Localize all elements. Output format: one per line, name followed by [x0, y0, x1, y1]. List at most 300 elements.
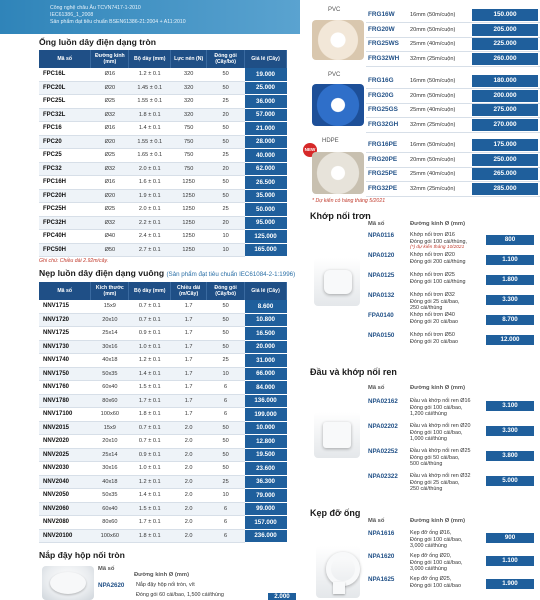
price-cell: 1.100 [486, 255, 534, 265]
product-code: NPA02252 [368, 448, 398, 455]
product-desc: Khớp nối trơn Ø25 [410, 272, 455, 278]
table-cell: 1250 [171, 176, 207, 190]
table-cell: 40x18 [91, 354, 129, 368]
table-row [39, 230, 287, 244]
product-code: FRG16G [368, 77, 394, 84]
table-cell: 1.7 ± 0.1 [129, 516, 171, 530]
product-code: NNV17100 [39, 408, 91, 422]
price-cell: 8.600 [245, 300, 287, 313]
price-cell: 35.000 [245, 189, 287, 203]
price-cell: 265.000 [472, 168, 538, 180]
table-cell: 1.2 ± 0.1 [129, 475, 171, 489]
price-cell: 236.000 [245, 529, 287, 543]
table-row [39, 354, 287, 368]
flex-pipe-row [366, 167, 540, 182]
product-code: FPC16H [39, 176, 91, 190]
table-row [39, 367, 287, 381]
product-desc: Đóng gói 25 cái/bao, [410, 298, 460, 305]
product-code: FRG20PE [368, 155, 398, 163]
table-cell: 0.7 ± 0.1 [129, 300, 171, 313]
table-cell: 25x14 [91, 448, 129, 462]
column-header: Kích thước (mm) [91, 282, 129, 300]
round-joint-title: Khớp nối trơn [310, 211, 371, 221]
price-cell: 260.000 [472, 53, 538, 65]
table-cell: 10 [207, 230, 245, 244]
clip-code-label: Mã số [368, 518, 385, 524]
table-cell: Ø32 [91, 108, 129, 122]
round-pipe-title: Ống luồn dây điện dạng tròn [39, 37, 156, 47]
table-cell: 0.7 ± 0.1 [129, 313, 171, 327]
price-cell: 3.300 [486, 426, 534, 436]
product-desc: 250 cái/thùng [410, 486, 443, 493]
square-pipe-title-text: Nẹp luồn dây điện dạng vuông [39, 268, 165, 278]
product-code: NNV2050 [39, 489, 91, 503]
column-header: Chiều dài (m/Cây) [171, 282, 207, 300]
table-cell: 6 [207, 381, 245, 395]
junction-price: 2.000 [268, 593, 296, 600]
table-cell: 80x60 [91, 516, 129, 530]
product-desc: Khớp nối trơn Ø40 [410, 312, 455, 318]
table-cell: 1.4 ± 0.1 [129, 122, 171, 136]
table-cell: Ø50 [91, 243, 129, 257]
product-desc: Đóng gói 25 cái/bao, [410, 479, 460, 486]
price-cell: 28.000 [245, 135, 287, 149]
table-cell: 1.8 ± 0.1 [129, 408, 171, 422]
product-desc: Đóng gói 200 cái/thùng [410, 258, 466, 265]
table-cell: Ø20 [91, 189, 129, 203]
table-cell: 1.65 ± 0.1 [129, 149, 171, 163]
product-code: NPA0125 [368, 272, 395, 279]
price-cell: 26.500 [245, 176, 287, 190]
flex-pipe-row [366, 103, 540, 118]
table-cell: 50x35 [91, 367, 129, 381]
junction-desc: Nắp đậy hộp nối tròn, vít [136, 582, 195, 588]
table-cell: 1.55 ± 0.1 [129, 135, 171, 149]
table-cell: Ø40 [91, 230, 129, 244]
price-cell: 136.000 [245, 394, 287, 408]
product-desc: 16mm (50m/cuộn) [410, 142, 456, 148]
product-code: NNV2040 [39, 475, 91, 489]
table-row [39, 81, 287, 95]
clip-base-shape [333, 582, 345, 594]
table-row [39, 313, 287, 327]
product-desc: Đóng gói 50 cái/bao, [410, 454, 460, 461]
round-pipe-table [39, 50, 287, 257]
product-desc: 16mm (50m/cuộn) [410, 12, 456, 18]
product-desc: 3,000 cái/thùng [410, 543, 447, 550]
table-cell: 320 [171, 68, 207, 81]
price-cell: 20.000 [245, 340, 287, 354]
table-cell: 10 [207, 243, 245, 257]
price-cell: 200.000 [472, 90, 538, 102]
product-code: NNV2015 [39, 421, 91, 435]
product-desc: 25mm (40m/cuộn) [410, 171, 456, 177]
table-row [39, 327, 287, 341]
table-row [39, 529, 287, 543]
column-header: Giá lẻ (Cây) [245, 282, 287, 300]
product-desc: 20mm (50m/cuộn) [410, 156, 456, 163]
product-code: FPC25L [39, 95, 91, 109]
product-desc: 20mm (50m/cuộn) [410, 92, 456, 99]
header-line: IEC61386_1_2008 [50, 12, 94, 18]
table-row [39, 149, 287, 163]
table-cell: 50 [207, 122, 245, 136]
price-cell: 205.000 [472, 24, 538, 36]
table-row [39, 462, 287, 476]
product-desc: 25mm (40m/cuộn) [410, 107, 456, 113]
price-cell: 57.000 [245, 108, 287, 122]
table-cell: 1.7 [171, 408, 207, 422]
column-header: Giá lẻ (Cây) [245, 50, 287, 68]
table-cell: 25 [207, 95, 245, 109]
price-cell: 99.000 [245, 502, 287, 516]
table-cell: 1.9 ± 0.1 [129, 189, 171, 203]
table-cell: 1.7 [171, 354, 207, 368]
price-cell: 125.000 [245, 230, 287, 244]
price-cell: 66.000 [245, 367, 287, 381]
table-cell: 50 [207, 68, 245, 81]
price-cell: 180.000 [472, 75, 538, 87]
clip-title: Kẹp đỡ ống [310, 508, 361, 518]
product-desc: 32mm (25m/cuộn) [410, 55, 456, 62]
product-code: NPA0120 [368, 252, 395, 259]
table-cell: Ø25 [91, 203, 129, 217]
price-cell: 285.000 [472, 183, 538, 195]
table-cell: 1.45 ± 0.1 [129, 81, 171, 95]
table-cell: 1.8 ± 0.1 [129, 529, 171, 543]
table-cell: 320 [171, 81, 207, 95]
product-code: FPA0140 [368, 312, 394, 319]
round-joint-diameter-label: Đường kính Ø (mm) [410, 221, 466, 227]
table-cell: 15x9 [91, 300, 129, 313]
thread-joint-shape [323, 422, 351, 448]
product-code: FPC40H [39, 230, 91, 244]
new-badge: NEW [303, 143, 317, 157]
junction-code-label: Mã số [98, 566, 115, 572]
table-cell: 20 [207, 216, 245, 230]
table-cell: Ø25 [91, 95, 129, 109]
product-code: FRG32GH [368, 120, 399, 128]
column-header: Mã số [39, 282, 91, 300]
table-cell: 20x10 [91, 435, 129, 449]
table-cell: 1.7 [171, 327, 207, 341]
column-header: Bộ dày (mm) [129, 50, 171, 68]
product-code: FRG16PE [368, 141, 398, 148]
price-cell: 31.000 [245, 354, 287, 368]
table-cell: 1250 [171, 203, 207, 217]
price-cell: 95.000 [245, 216, 287, 230]
hdpe-coil-image [312, 152, 364, 194]
product-code: NNV2020 [39, 435, 91, 449]
table-cell: 1.7 ± 0.1 [129, 394, 171, 408]
price-cell: 275.000 [472, 104, 538, 116]
table-row [39, 68, 287, 81]
price-cell: 157.000 [245, 516, 287, 530]
round-joint-code-label: Mã số [368, 221, 385, 227]
product-code: FPC20 [39, 135, 91, 149]
product-code: FPC32H [39, 216, 91, 230]
product-code: NNV1720 [39, 313, 91, 327]
product-desc: 250 cái/thùng [410, 305, 443, 312]
table-cell: 2.0 [171, 421, 207, 435]
table-cell: Ø32 [91, 162, 129, 176]
table-cell: 50 [207, 340, 245, 354]
table-cell: 10 [207, 367, 245, 381]
table-cell: Ø25 [91, 149, 129, 163]
table-cell: 50 [207, 327, 245, 341]
table-cell: 320 [171, 95, 207, 109]
table-cell: Ø20 [91, 135, 129, 149]
price-cell: 62.000 [245, 162, 287, 176]
price-cell: 199.000 [245, 408, 287, 422]
product-desc: (*) dự kiến tháng 10/2021 [410, 245, 465, 251]
table-row [39, 176, 287, 190]
table-cell: 25 [207, 203, 245, 217]
table-row [39, 502, 287, 516]
table-row [39, 408, 287, 422]
flex-pipe-row [366, 8, 540, 23]
table-cell: 1.5 ± 0.1 [129, 381, 171, 395]
flex-pipe-row [366, 52, 540, 67]
flex-pipe-row [366, 23, 540, 38]
product-code: FRG16W [368, 11, 395, 18]
price-cell: 16.500 [245, 327, 287, 341]
table-cell: 2.0 [171, 435, 207, 449]
table-cell: 50x35 [91, 489, 129, 503]
joint-shape [324, 270, 352, 294]
table-row [39, 95, 287, 109]
table-cell: 1250 [171, 230, 207, 244]
product-code: NNV1760 [39, 381, 91, 395]
product-desc: 500 cái/thùng [410, 461, 443, 468]
table-cell: 0.9 ± 0.1 [129, 327, 171, 341]
product-desc: 32mm (25m/cuộn) [410, 121, 456, 128]
flex-pipe-row [366, 153, 540, 168]
product-code: NPA1620 [368, 553, 395, 560]
flex-pipe-row [366, 182, 540, 197]
flex-pipe-row [366, 89, 540, 104]
flex-pipe-row [366, 74, 540, 89]
table-cell: 1.7 [171, 340, 207, 354]
product-desc: 20mm (50m/cuộn) [410, 26, 456, 33]
round-pipe-note: Ghi chú: Chiều dài 2.92m/cây. [39, 258, 109, 264]
price-cell: 19.000 [245, 68, 287, 81]
price-cell: 175.000 [472, 139, 538, 151]
product-code: FPC20H [39, 189, 91, 203]
table-row [39, 122, 287, 136]
table-cell: 2.0 [171, 529, 207, 543]
group-label: HDPE [322, 138, 339, 144]
clip-ring-shape [326, 552, 360, 586]
table-cell: 40x18 [91, 475, 129, 489]
table-cell: 1.6 ± 0.1 [129, 176, 171, 190]
product-desc: Đóng gói 20 cái/bao [410, 338, 458, 345]
table-cell: 2.0 [171, 502, 207, 516]
square-pipe-subtitle: (Sản phẩm đạt tiêu chuẩn IEC61084-2-1:1996) [166, 271, 296, 278]
price-cell: 10.800 [245, 313, 287, 327]
product-desc: Đóng gói 100 cái/bao, [410, 404, 463, 411]
table-row [39, 108, 287, 122]
column-header: Đường kính (mm) [91, 50, 129, 68]
table-cell: 25x14 [91, 327, 129, 341]
group-label: PVC [328, 72, 341, 78]
product-desc: Khớp nối trơn Ø50 [410, 332, 455, 338]
product-code: NPA02202 [368, 423, 398, 430]
price-cell: 12.800 [245, 435, 287, 449]
table-row [39, 203, 287, 217]
product-desc: Kẹp đỡ ống Ø25, [410, 576, 452, 582]
table-cell: 2.0 [171, 475, 207, 489]
price-cell: 5.000 [486, 476, 534, 486]
product-desc: Đóng gói 20 cái/bao [410, 318, 458, 325]
table-cell: 1.4 ± 0.1 [129, 367, 171, 381]
table-cell: 50 [207, 135, 245, 149]
junction-code: NPA2620 [98, 582, 125, 589]
table-cell: 50 [207, 81, 245, 95]
table-cell: 2.0 [171, 516, 207, 530]
table-row [39, 475, 287, 489]
product-desc: Đóng gói 100 cái/bao [410, 582, 461, 589]
product-code: FPC32 [39, 162, 91, 176]
table-row [39, 381, 287, 395]
price-cell: 36.300 [245, 475, 287, 489]
table-cell: 1250 [171, 189, 207, 203]
product-code: FPC32L [39, 108, 91, 122]
table-cell: 20x10 [91, 313, 129, 327]
product-desc: 32mm (25m/cuộn) [410, 185, 456, 192]
table-cell: 20 [207, 162, 245, 176]
table-cell: 10 [207, 489, 245, 503]
table-cell: 1.7 [171, 300, 207, 313]
column-header: Mã số [39, 50, 91, 68]
product-code: NNV2060 [39, 502, 91, 516]
table-cell: 60x40 [91, 381, 129, 395]
column-header: Bộ dày (mm) [129, 282, 171, 300]
price-cell: 36.000 [245, 95, 287, 109]
table-cell: 0.7 ± 0.1 [129, 421, 171, 435]
product-code: NPA02162 [368, 398, 398, 405]
product-code: FPC25 [39, 149, 91, 163]
price-cell: 1.900 [486, 579, 534, 589]
product-code: NNV1725 [39, 327, 91, 341]
table-cell: 2.4 ± 0.1 [129, 230, 171, 244]
product-desc: Kẹp đỡ ống Ø16, [410, 530, 452, 536]
product-code: NPA0132 [368, 292, 395, 299]
product-code: NNV2025 [39, 448, 91, 462]
table-cell: 6 [207, 408, 245, 422]
product-desc: Đóng gói 100 cái/thùng [410, 278, 466, 285]
product-code: NPA02322 [368, 473, 398, 480]
product-code: FRG25WS [368, 40, 399, 47]
table-cell: 20 [207, 108, 245, 122]
table-row [39, 421, 287, 435]
product-desc: 16mm (50m/cuộn) [410, 78, 456, 84]
product-code: NPA0150 [368, 332, 395, 339]
table-cell: 15x9 [91, 421, 129, 435]
table-cell: 60x40 [91, 502, 129, 516]
product-code: FRG32PE [368, 184, 398, 192]
table-cell: 50 [207, 448, 245, 462]
junction-cover-title: Nắp đậy hộp nối tròn [39, 550, 125, 560]
table-cell: 1.2 ± 0.1 [129, 354, 171, 368]
product-code: FRG25GS [368, 106, 398, 113]
group-label: PVC [328, 7, 341, 13]
flex-pipe-row [366, 118, 540, 133]
table-cell: 1.7 [171, 367, 207, 381]
price-cell: 50.000 [245, 203, 287, 217]
price-cell: 21.000 [245, 122, 287, 136]
table-cell: 1.7 [171, 313, 207, 327]
table-cell: Ø16 [91, 176, 129, 190]
table-cell: 25 [207, 354, 245, 368]
price-cell: 25.000 [245, 81, 287, 95]
product-desc: 1,000 cái/thùng [410, 436, 447, 443]
price-cell: 1.800 [486, 275, 534, 285]
product-code: FRG25PE [368, 170, 398, 177]
flex-pipe-row [366, 138, 540, 153]
table-cell: 2.0 [171, 462, 207, 476]
clip-diameter-label: Đường kính Ø (mm) [410, 518, 466, 524]
table-cell: 30x16 [91, 462, 129, 476]
price-cell: 800 [486, 235, 534, 245]
product-desc: 3,000 cái/thùng [410, 566, 447, 573]
flex-pipe-row [366, 37, 540, 52]
junction-cover-image [42, 566, 94, 600]
table-cell: 6 [207, 516, 245, 530]
product-desc: Đầu và khớp nối ren Ø32 [410, 473, 471, 479]
round-joint-image [314, 258, 360, 306]
table-cell: 1.7 [171, 381, 207, 395]
table-cell: 2.7 ± 0.1 [129, 243, 171, 257]
table-cell: 2.0 [171, 448, 207, 462]
price-cell: 12.000 [486, 335, 534, 345]
table-cell: 1.2 ± 0.1 [129, 68, 171, 81]
product-code: NPA1616 [368, 530, 395, 537]
product-code: NNV2030 [39, 462, 91, 476]
price-cell: 40.000 [245, 149, 287, 163]
price-cell: 79.000 [245, 489, 287, 503]
table-cell: 50 [207, 462, 245, 476]
table-cell: 2.0 [171, 489, 207, 503]
table-cell: 6 [207, 529, 245, 543]
product-desc: Đóng gói 100 cái/bao, [410, 429, 463, 436]
table-row [39, 162, 287, 176]
price-cell: 270.000 [472, 119, 538, 131]
table-cell: 50 [207, 176, 245, 190]
table-cell: 6 [207, 394, 245, 408]
table-cell: 1.0 ± 0.1 [129, 462, 171, 476]
table-row [39, 340, 287, 354]
header-band [0, 0, 300, 34]
table-cell: 100x60 [91, 529, 129, 543]
product-desc: Kẹp đỡ ống Ø20, [410, 553, 452, 559]
flex-pipe-note: * Dự kiến có hàng tháng 5/2021 [312, 198, 386, 204]
thread-joint-code-label: Mã số [368, 385, 385, 391]
thread-joint-image [314, 412, 360, 458]
product-code: FPC16L [39, 68, 91, 81]
table-cell: 750 [171, 149, 207, 163]
table-row [39, 216, 287, 230]
table-cell: 6 [207, 502, 245, 516]
table-cell: 1.5 ± 0.1 [129, 502, 171, 516]
product-code: FPC25H [39, 203, 91, 217]
product-desc: Khớp nối trơn Ø16 [410, 232, 455, 238]
cover-disc-shape [50, 572, 86, 594]
price-cell: 3.100 [486, 401, 534, 411]
product-code: NNV1740 [39, 354, 91, 368]
table-cell: 50 [207, 300, 245, 313]
product-desc: Đóng gói 100 cái/bao, [410, 559, 463, 566]
